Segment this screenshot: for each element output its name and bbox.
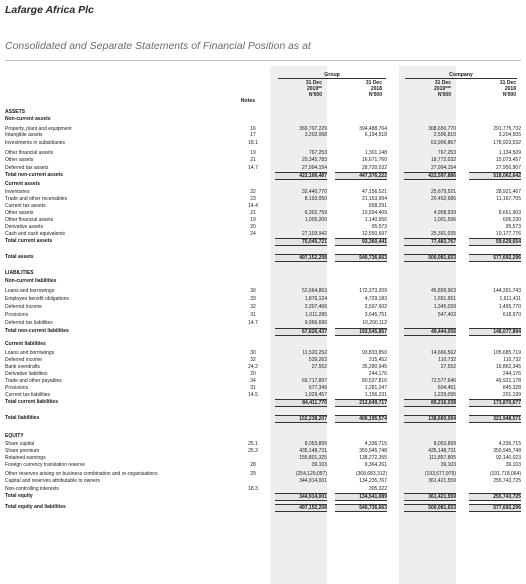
row-label: Deferred tax assets — [5, 165, 49, 171]
value-cell: 518,062,642 — [469, 172, 521, 180]
value-cell: 105,685,719 — [493, 350, 521, 356]
value-cell: 3,202,068 — [304, 132, 327, 138]
row-label: Intangible assets — [5, 132, 43, 138]
row-note: 32 — [250, 304, 256, 310]
row-note: 22 — [250, 189, 256, 195]
value-cell: 305,322 — [368, 486, 387, 492]
value-cell: 148,077,894 — [469, 328, 521, 336]
value-cell: 111,857,805 — [428, 455, 456, 461]
table-row — [5, 471, 521, 477]
value-cell: 1,156,231 — [364, 392, 387, 398]
value-cell: 8,053,899 — [304, 441, 327, 447]
value-cell: 28,921,467 — [495, 189, 521, 195]
row-label: Share premium — [5, 448, 40, 454]
table-row — [5, 448, 521, 454]
value-cell: 9,966,699 — [304, 320, 327, 326]
row-note: 14.5 — [248, 392, 258, 398]
column-header-unit: N'000 — [437, 92, 451, 98]
row-label: Bank overdrafts — [5, 364, 41, 370]
value-cell: 321,948,571 — [469, 415, 521, 423]
value-cell: 1,140,956 — [364, 217, 387, 223]
table-row — [5, 364, 521, 370]
row-note: 30 — [250, 288, 256, 294]
row-label: LIABILITIES — [5, 270, 34, 276]
value-cell: 27,552 — [440, 364, 456, 370]
company-header: Company — [405, 72, 517, 79]
value-cell: 18,772,032 — [430, 157, 456, 163]
value-cell: 255,743,725 — [493, 478, 521, 484]
value-cell: 1,001,596 — [433, 217, 456, 223]
value-cell: 540,736,663 — [335, 254, 387, 262]
table-row — [5, 140, 521, 146]
column-header-year: 2018 — [504, 86, 516, 92]
row-label: Other assets — [5, 157, 34, 163]
statement-title: Consolidated and Separate Statements of Financial Position as at — [5, 40, 311, 52]
table-row — [5, 157, 521, 163]
value-cell: 308,650,770 — [428, 126, 456, 132]
value-cell: 59,629,654 — [469, 238, 521, 246]
value-cell: 110,732 — [438, 357, 456, 363]
value-cell: 21,163,994 — [361, 196, 387, 202]
value-cell: 422,106,487 — [275, 172, 327, 180]
value-cell: 27,103,942 — [301, 231, 327, 237]
table-row — [5, 455, 521, 461]
column-header-date: 31 Dec — [305, 80, 322, 86]
row-label: Inventories — [5, 189, 30, 195]
table-row — [5, 196, 521, 202]
value-cell: 767,253 — [437, 150, 456, 156]
value-cell: 1,455,770 — [498, 304, 521, 310]
value-cell: 49,921,178 — [495, 378, 521, 384]
value-cell: 47,156,521 — [361, 189, 387, 195]
value-cell: 11,520,252 — [302, 350, 327, 356]
value-cell: 344,914,001 — [275, 493, 327, 501]
value-cell: 500,081,653 — [404, 504, 456, 512]
value-cell: 1,876,124 — [304, 296, 327, 302]
row-note: 14.7 — [248, 320, 258, 326]
value-cell: 577,692,296 — [469, 254, 521, 262]
value-cell: 8,053,899 — [433, 441, 456, 447]
column-header-date: 31 Dec — [365, 80, 382, 86]
value-cell: 350,945,748 — [493, 448, 521, 454]
value-cell: 25,391,035 — [430, 231, 456, 237]
value-cell: 152,238,207 — [275, 415, 327, 423]
row-label: Current liabilities — [5, 341, 46, 347]
row-note: 18.3 — [248, 486, 258, 492]
value-cell: 8,661,903 — [498, 210, 521, 216]
section-heading — [5, 341, 521, 347]
row-label: Cash and cash equivalents — [5, 231, 66, 237]
value-cell: 3,645,751 — [364, 312, 387, 318]
row-note: 31 — [250, 385, 256, 391]
row-note: 18.1 — [248, 140, 258, 146]
value-cell: 369,797,229 — [299, 126, 327, 132]
value-cell: 547,403 — [437, 312, 456, 318]
row-label: Non-controlling interests — [5, 486, 59, 492]
value-cell: 95,573 — [505, 224, 521, 230]
value-cell: 172,373,209 — [359, 288, 387, 294]
value-cell: 4,336,715 — [364, 441, 387, 447]
value-cell: 134,235,767 — [359, 478, 387, 484]
value-cell: 27,994,154 — [430, 165, 456, 171]
value-cell: 677,349 — [308, 385, 327, 391]
column-header-year: 2018 — [370, 86, 382, 92]
value-cell: 255,743,725 — [469, 493, 521, 501]
table-row — [5, 385, 521, 391]
section-heading — [5, 433, 521, 439]
value-cell: 291,775,732 — [493, 126, 521, 132]
table-row — [5, 288, 521, 294]
row-note: 21 — [250, 210, 256, 216]
value-cell: 618,970 — [502, 312, 521, 318]
value-cell: 1,345,039 — [433, 304, 456, 310]
value-cell: 14,666,562 — [430, 350, 456, 356]
value-cell: 406,195,574 — [335, 415, 387, 423]
value-cell: 77,483,767 — [404, 238, 456, 246]
row-label: Total liabilities — [5, 415, 40, 421]
value-cell: 63,906,867 — [430, 140, 456, 146]
table-row — [5, 150, 521, 156]
value-cell: 1,281,247 — [364, 385, 387, 391]
value-cell: 361,421,559 — [404, 493, 456, 501]
row-label: Total current assets — [5, 238, 53, 244]
section-heading — [5, 278, 521, 284]
total-row — [5, 328, 521, 334]
value-cell: 2,506,810 — [433, 132, 456, 138]
table-row — [5, 304, 521, 310]
total-row — [5, 399, 521, 405]
column-header-unit: N'000 — [502, 92, 516, 98]
row-label: Other assets — [5, 210, 34, 216]
total-row — [5, 415, 521, 421]
value-cell: 155,801,325 — [299, 455, 327, 461]
value-cell: 27,994,154 — [301, 165, 327, 171]
value-cell: 497,152,208 — [275, 504, 327, 512]
value-cell: 89,216,038 — [404, 399, 456, 407]
value-cell: 92,140,023 — [495, 455, 521, 461]
value-cell: 138,660,094 — [404, 415, 456, 423]
table-row — [5, 392, 521, 398]
value-cell: 27,950,907 — [495, 165, 521, 171]
table-row — [5, 165, 521, 171]
value-cell: 84,411,770 — [275, 399, 327, 407]
value-cell: 422,597,886 — [404, 172, 456, 180]
row-note: 17 — [250, 132, 256, 138]
value-cell: 134,541,089 — [335, 493, 387, 501]
value-cell: 244,176 — [368, 371, 387, 377]
value-cell: 49,444,056 — [404, 328, 456, 336]
table-row — [5, 478, 521, 484]
row-note: 24 — [250, 231, 256, 237]
value-cell: 539,263 — [308, 357, 327, 363]
value-cell: 12,550,697 — [361, 231, 387, 237]
value-cell: 93,360,441 — [335, 238, 387, 246]
value-cell: 75,045,721 — [275, 238, 327, 246]
row-note: 24.2 — [248, 364, 258, 370]
row-label: Provisions — [5, 312, 29, 318]
row-label: Capital and reserves attributable to owners — [5, 478, 101, 484]
total-row — [5, 254, 521, 260]
value-cell: 500,081,653 — [404, 254, 456, 262]
value-cell: 497,152,208 — [275, 254, 327, 262]
value-cell: 1,929,457 — [304, 392, 327, 398]
value-cell: 110,732 — [503, 357, 521, 363]
value-cell: 4,958,939 — [433, 210, 456, 216]
row-note: 28 — [250, 462, 256, 468]
row-label: Total assets — [5, 254, 34, 260]
value-cell: 1,005,200 — [304, 217, 327, 223]
value-cell: 10,177,776 — [495, 231, 521, 237]
row-label: Provisions — [5, 385, 29, 391]
value-cell: 138,272,355 — [359, 455, 387, 461]
row-note: 30 — [250, 350, 256, 356]
value-cell: 577,692,296 — [469, 504, 521, 512]
value-cell: 39,103 — [311, 462, 327, 468]
value-cell: 540,736,663 — [335, 504, 387, 512]
value-cell: 605,230 — [502, 217, 521, 223]
row-label: Current tax assets — [5, 203, 46, 209]
row-note: 34 — [250, 378, 256, 384]
value-cell: 11,167,705 — [496, 196, 521, 202]
total-row — [5, 238, 521, 244]
value-cell: 72,577,646 — [430, 378, 456, 384]
row-label: Loans and borrowings — [5, 350, 55, 356]
value-cell: 93,833,850 — [361, 350, 387, 356]
value-cell: 2,597,602 — [364, 304, 387, 310]
value-cell: 4,729,183 — [364, 296, 387, 302]
row-label: Current tax liabilities — [5, 392, 51, 398]
row-label: Trade and other payables — [5, 378, 62, 384]
section-heading — [5, 109, 521, 115]
row-label: Total equity — [5, 493, 33, 499]
row-note: 33 — [250, 296, 256, 302]
value-cell: 435,148,731 — [428, 448, 456, 454]
row-note: 23 — [250, 196, 256, 202]
value-cell: 6,302,759 — [304, 210, 327, 216]
value-cell: 144,391,743 — [493, 288, 521, 294]
value-cell: 39,103 — [440, 462, 456, 468]
value-cell: 67,826,437 — [275, 328, 327, 336]
row-note: 31 — [250, 312, 256, 318]
value-cell: 244,176 — [502, 371, 521, 377]
value-cell: 344,914,001 — [299, 478, 327, 484]
value-cell: 173,870,677 — [469, 399, 521, 407]
table-row — [5, 296, 521, 302]
value-cell: 10,594,409 — [361, 210, 387, 216]
value-cell: 25,679,521 — [430, 189, 456, 195]
section-heading — [5, 181, 521, 187]
group-header: Group — [278, 72, 386, 79]
row-label: Employee benefit obligations — [5, 296, 69, 302]
row-note: 14.7 — [248, 165, 258, 171]
row-note: 25.1 — [248, 441, 258, 447]
table-row — [5, 320, 521, 326]
table-row — [5, 231, 521, 237]
row-note: 29 — [250, 471, 256, 477]
row-label: Trade and other receivables — [5, 196, 68, 202]
row-label: Total non-current liabilities — [5, 328, 69, 334]
row-label: Property, plant and equipment — [5, 126, 72, 132]
value-cell: 435,148,731 — [299, 448, 327, 454]
value-cell: 10,200,112 — [362, 320, 387, 326]
value-cell: 447,376,222 — [335, 172, 387, 180]
value-cell: 8,193,050 — [304, 196, 327, 202]
row-label: Total equity and liabilities — [5, 504, 66, 510]
value-cell: 178,923,532 — [493, 140, 521, 146]
value-cell: 212,649,717 — [335, 399, 387, 407]
table-row — [5, 357, 521, 363]
row-label: Deferred income — [5, 357, 42, 363]
table-row — [5, 224, 521, 230]
row-note: 32 — [250, 357, 256, 363]
value-cell: 604,451 — [437, 385, 456, 391]
table-row — [5, 486, 521, 492]
value-cell: 32,440,770 — [301, 189, 327, 195]
value-cell: (254,129,057) — [295, 471, 327, 477]
value-cell: 16,671,760 — [361, 157, 387, 163]
value-cell: (191,718,064) — [489, 471, 521, 477]
value-cell: 28,720,032 — [361, 165, 387, 171]
value-cell: 9,364,261 — [364, 462, 387, 468]
table-row — [5, 217, 521, 223]
row-note: 20 — [250, 224, 256, 230]
value-cell: 394,488,764 — [359, 126, 387, 132]
value-cell: 315,452 — [368, 357, 387, 363]
row-note: 20 — [250, 371, 256, 377]
total-row — [5, 504, 521, 510]
column-header-unit: N'000 — [368, 92, 382, 98]
table-row — [5, 203, 521, 209]
value-cell: 52,664,863 — [301, 288, 327, 294]
row-label: Other reserves arising on business combination and re-organisations — [5, 471, 158, 477]
value-cell: 361,421,559 — [428, 478, 456, 484]
row-label: Deferred tax liabilities — [5, 320, 53, 326]
value-cell: 3,204,505 — [498, 132, 521, 138]
value-cell: 1,011,285 — [305, 312, 327, 318]
column-header-year: 2019** — [306, 86, 322, 92]
notes-header: Notes — [240, 98, 256, 104]
table-row — [5, 441, 521, 447]
table-row — [5, 371, 521, 377]
row-label: Retained earnings — [5, 455, 46, 461]
row-note: 19 — [250, 150, 256, 156]
value-cell: 95,573 — [371, 224, 387, 230]
row-label: Total non-current assets — [5, 172, 63, 178]
section-heading — [5, 270, 521, 276]
row-label: Investments in subsidiaries — [5, 140, 66, 146]
value-cell: 1,301,148 — [364, 150, 387, 156]
table-row — [5, 189, 521, 195]
value-cell: 201,199 — [502, 392, 521, 398]
value-cell: 15,073,457 — [495, 157, 521, 163]
value-cell: 658,291 — [368, 203, 387, 209]
row-label: Derivative assets — [5, 224, 44, 230]
value-cell: 27,552 — [311, 364, 327, 370]
column-header-date: 31 Dec — [434, 80, 451, 86]
total-row — [5, 493, 521, 499]
value-cell: 1,134,509 — [498, 150, 521, 156]
row-label: Deferred income — [5, 304, 42, 310]
value-cell: 39,103 — [505, 462, 521, 468]
value-cell: 1,229,095 — [433, 392, 456, 398]
table-row — [5, 462, 521, 468]
row-label: Other financial assets — [5, 217, 54, 223]
value-cell: 45,899,963 — [430, 288, 456, 294]
row-note: 21 — [250, 157, 256, 163]
row-label: ASSETS — [5, 109, 26, 115]
table-row — [5, 378, 521, 384]
row-label: Foreign currency translation reserve — [5, 462, 86, 468]
table-row — [5, 132, 521, 138]
row-note: 14.4 — [248, 203, 258, 209]
company-name: Lafarge Africa Plc — [5, 4, 94, 16]
value-cell: 1,611,411 — [499, 296, 521, 302]
column-header-date: 31 Dec — [499, 80, 516, 86]
value-cell: (193,677,979) — [424, 471, 456, 477]
value-cell: 35,280,945 — [361, 364, 387, 370]
table-row — [5, 350, 521, 356]
row-label: Current assets — [5, 181, 41, 187]
value-cell: 193,545,857 — [335, 328, 387, 336]
value-cell: 350,945,748 — [359, 448, 387, 454]
value-cell: 767,253 — [308, 150, 327, 156]
row-note: 25.2 — [248, 448, 258, 454]
column-header-unit: N'000 — [308, 92, 322, 98]
value-cell: 80,537,816 — [361, 378, 387, 384]
table-row — [5, 210, 521, 216]
row-note: 19 — [250, 217, 256, 223]
value-cell: 6,194,518 — [364, 132, 387, 138]
table-row — [5, 312, 521, 318]
section-heading — [5, 116, 521, 122]
value-cell: 20,345,783 — [301, 157, 327, 163]
row-label: Total current liabilities — [5, 399, 58, 405]
row-label: Loans and borrowings — [5, 288, 55, 294]
value-cell: 1,651,651 — [433, 296, 456, 302]
row-label: Share capital — [5, 441, 35, 447]
row-label: EQUITY — [5, 433, 24, 439]
value-cell: 2,307,466 — [304, 304, 327, 310]
value-cell: 4,336,715 — [498, 441, 521, 447]
row-label: Derivative liabilities — [5, 371, 48, 377]
column-header-year: 2019*** — [434, 86, 451, 92]
total-row — [5, 172, 521, 178]
row-label: Non-current assets — [5, 116, 51, 122]
value-cell: 69,717,897 — [301, 378, 327, 384]
value-cell: 16,862,345 — [495, 364, 521, 370]
value-cell: 845,328 — [502, 385, 521, 391]
row-note: 16 — [250, 126, 256, 132]
value-cell: (368,683,312) — [355, 471, 387, 477]
value-cell: 20,452,686 — [430, 196, 456, 202]
row-label: Other financial assets — [5, 150, 54, 156]
row-label: Non-current liabilities — [5, 278, 57, 284]
